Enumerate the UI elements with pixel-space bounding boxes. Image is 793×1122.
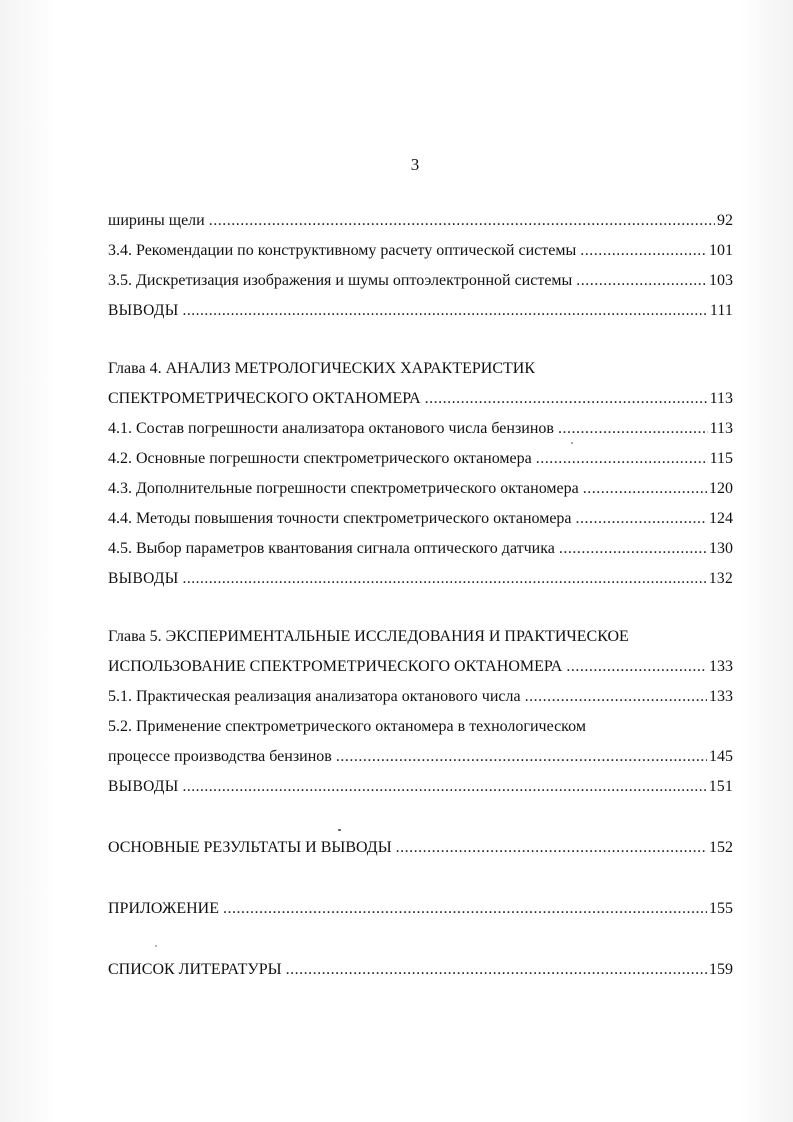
scan-speck	[155, 945, 157, 947]
toc-entry-label: процессе производства бензинов	[108, 748, 332, 765]
toc-entry-label: ИСПОЛЬЗОВАНИЕ СПЕКТРОМЕТРИЧЕСКОГО ОКТАНОМЕРА	[108, 658, 563, 675]
toc-entry-page: 145	[709, 748, 733, 765]
toc-entry-label: ВЫВОДЫ	[108, 302, 179, 319]
dot-leader	[580, 236, 707, 266]
dot-leader	[286, 955, 707, 985]
toc-entry-page: 159	[709, 961, 733, 978]
dot-leader	[576, 504, 707, 534]
chapter-5-title	[108, 622, 733, 652]
toc-entry-page: 151	[708, 778, 733, 795]
toc-entry-line	[108, 712, 733, 742]
toc-entry[interactable]	[108, 266, 733, 296]
dot-leader	[583, 474, 707, 504]
dot-leader	[223, 894, 707, 924]
toc-entry-label: ОСНОВНЫЕ РЕЗУЛЬТАТЫ И ВЫВОДЫ	[108, 839, 392, 856]
toc-entry-page: 132	[708, 570, 733, 587]
toc-entry[interactable]	[108, 414, 733, 444]
dot-leader	[209, 206, 715, 236]
toc-entry-page: 92	[717, 212, 733, 229]
chapter-4-title	[108, 354, 733, 384]
dot-leader	[336, 742, 707, 772]
toc-entry-label: 4.1. Состав погрешности анализатора октанового числа бензинов	[108, 420, 554, 437]
dot-leader	[396, 833, 707, 863]
toc-entry-appendix[interactable]	[108, 894, 733, 924]
toc-entry[interactable]	[108, 206, 733, 236]
dot-leader	[183, 564, 707, 594]
toc-entry-label: СПЕКТРОМЕТРИЧЕСКОГО ОКТАНОМЕРА	[108, 390, 421, 407]
toc-entry-label: 3.5. Дискретизация изображения и шумы оптоэлектронной системы	[108, 272, 573, 289]
toc-entry-main-results[interactable]	[108, 833, 733, 863]
toc-entry-chapter-4[interactable]	[108, 384, 733, 414]
toc-entry-conclusions[interactable]	[108, 772, 733, 802]
toc-entry-page: 124	[709, 510, 733, 527]
toc-entry-references[interactable]	[108, 955, 733, 985]
toc-entry-page: 101	[709, 242, 733, 259]
page-number: 3	[410, 155, 420, 174]
toc-entry[interactable]	[108, 534, 733, 564]
toc-entry-label: 4.5. Выбор параметров квантования сигнала оптического датчика	[108, 540, 555, 557]
toc-entry-chapter-5[interactable]	[108, 652, 733, 682]
toc-entry-page: 133	[709, 688, 733, 705]
toc-entry[interactable]	[108, 236, 733, 266]
toc-entry-page: 155	[709, 900, 733, 917]
scan-speck	[571, 442, 573, 444]
toc-entry-label: 4.4. Методы повышения точности спектрометрического октаномера	[108, 510, 572, 527]
dot-leader	[183, 296, 708, 326]
toc-entry-page: 113	[709, 420, 733, 437]
dot-leader	[425, 384, 708, 414]
toc-entry-page: 152	[709, 839, 733, 856]
toc-entry-page: 103	[709, 272, 733, 289]
toc-entry-page: 115	[709, 450, 733, 467]
toc-entry-conclusions[interactable]	[108, 296, 733, 326]
dot-leader	[558, 414, 708, 444]
toc-entry[interactable]	[108, 742, 733, 772]
dot-leader	[525, 682, 707, 712]
dot-leader	[559, 534, 707, 564]
chapter-title-label: Глава 5. ЭКСПЕРИМЕНТАЛЬНЫЕ ИССЛЕДОВАНИЯ И ПРАКТИЧЕСКОЕ	[108, 628, 629, 645]
toc-entry-page: 111	[710, 302, 733, 319]
toc-entry-page: 130	[709, 540, 733, 557]
toc-entry[interactable]	[108, 682, 733, 712]
toc-entry-page: 113	[709, 390, 733, 407]
toc-entry-label: СПИСОК ЛИТЕРАТУРЫ	[108, 961, 282, 978]
toc-entry-label: ВЫВОДЫ	[108, 778, 179, 795]
toc-entry-label: 5.2. Применение спектрометрического октаномера в технологическом	[108, 718, 586, 735]
chapter-title-label: Глава 4. АНАЛИЗ МЕТРОЛОГИЧЕСКИХ ХАРАКТЕРИСТИК	[108, 360, 535, 377]
toc-entry-label: 3.4. Рекомендации по конструктивному расчету оптической системы	[108, 242, 577, 259]
toc-entry[interactable]	[108, 474, 733, 504]
table-of-contents	[108, 206, 733, 985]
dot-leader	[576, 266, 707, 296]
toc-entry-label: ВЫВОДЫ	[108, 570, 179, 587]
toc-entry-label: 5.1. Практическая реализация анализатора октанового числа	[108, 688, 521, 705]
toc-entry-label: 4.2. Основные погрешности спектрометрического октаномера	[108, 450, 532, 467]
toc-entry-label: ПРИЛОЖЕНИЕ	[108, 900, 220, 917]
toc-entry-page: 120	[709, 480, 733, 497]
dot-leader	[183, 772, 707, 802]
toc-entry[interactable]	[108, 444, 733, 474]
dot-leader	[536, 444, 708, 474]
toc-entry-label: 4.3. Дополнительные погрешности спектрометрического октаномера	[108, 480, 579, 497]
dot-leader	[566, 652, 707, 682]
toc-entry-page: 133	[709, 658, 733, 675]
toc-entry-conclusions[interactable]	[108, 564, 733, 594]
toc-entry[interactable]	[108, 504, 733, 534]
scan-speck	[338, 829, 341, 831]
toc-entry-label: ширины щели	[108, 212, 205, 229]
